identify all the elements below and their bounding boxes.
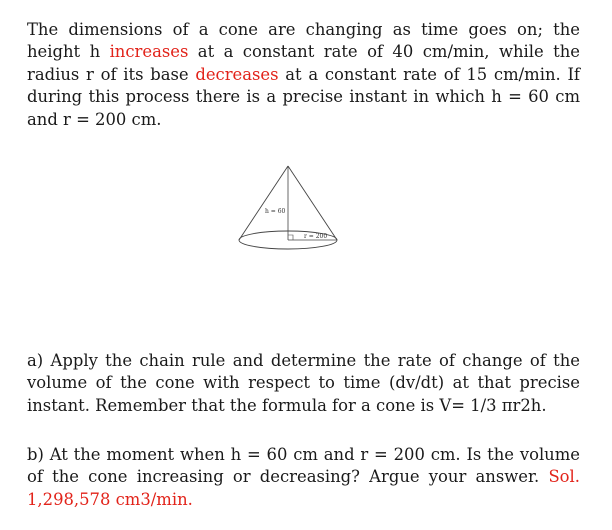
cone-right-side	[288, 166, 337, 240]
cone-figure	[228, 158, 348, 258]
height-label: h = 60	[265, 208, 286, 215]
right-angle-marker	[288, 235, 293, 240]
part-b	[27, 444, 580, 511]
cone-diagram	[228, 158, 348, 258]
problem-statement	[27, 19, 580, 131]
highlight-increases: increases	[109, 42, 189, 62]
intro-text-2: at a constant rate of 40 cm/min, while the radius r of its base	[27, 42, 580, 84]
part-b-text: b) At the moment when h = 60 cm and r = 200 cm. Is the volume of the cone increasing or decreasing? Argue your answer.	[27, 445, 580, 487]
highlight-decreases: decreases	[195, 64, 279, 84]
radius-label: r = 200	[304, 233, 328, 240]
part-a	[27, 350, 580, 417]
intro-text-1: The dimensions of a cone are changing as time goes on; the height h	[27, 20, 580, 62]
part-a-text: a) Apply the chain rule and determine the rate of change of the volume of the cone with respect to time (dv/dt) at that precise instant. Remember that the formula for a cone is V= 1/3 πr2h.	[27, 351, 580, 415]
intro-text-3: at a constant rate of 15 cm/min. If during this process there is a precise instant in which h = 60 cm and r = 200 cm.	[27, 64, 580, 129]
cone-left-side	[239, 166, 288, 240]
solution-text: Sol. 1,298,578 cm3/min.	[27, 467, 580, 509]
